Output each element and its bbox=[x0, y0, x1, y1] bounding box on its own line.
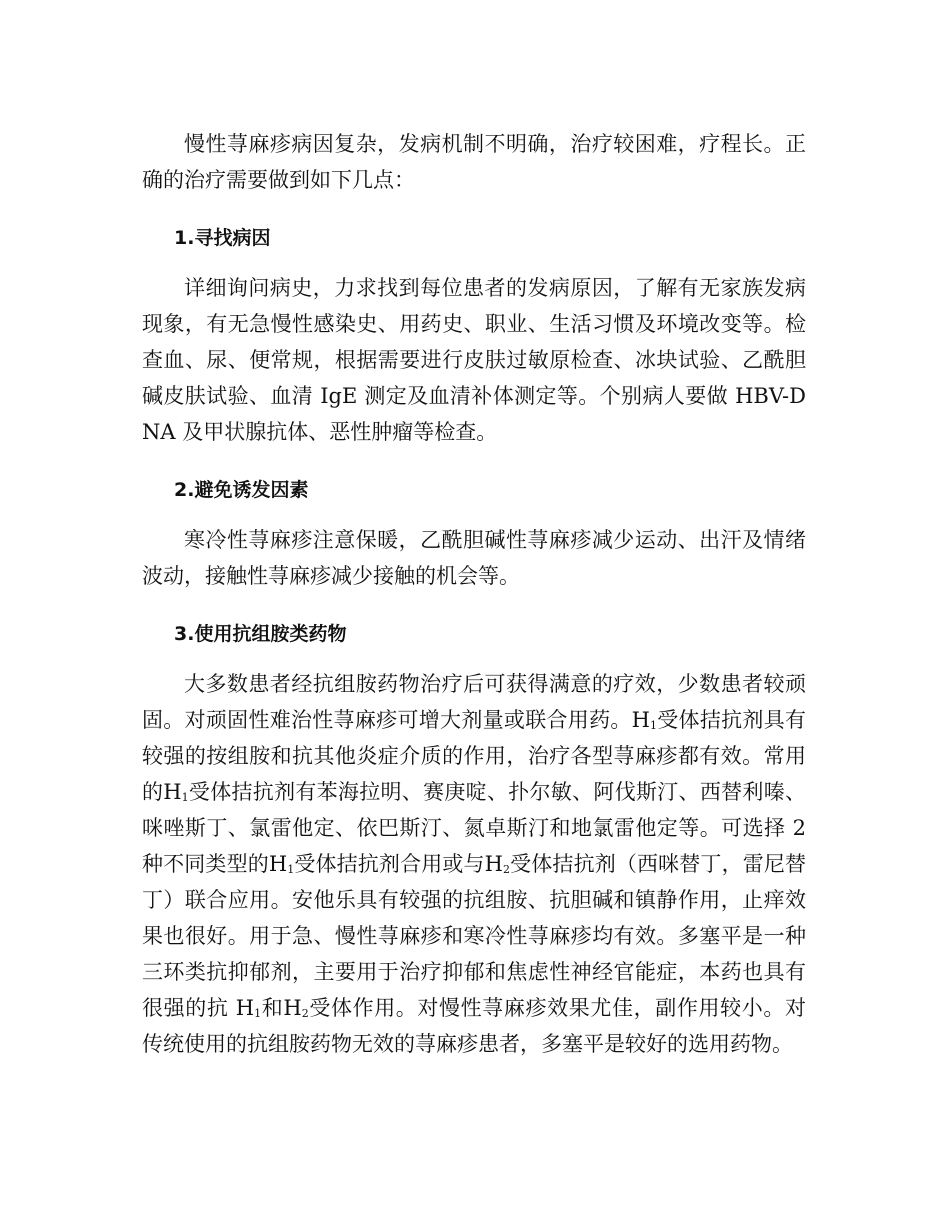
intro-paragraph: 慢性荨麻疹病因复杂，发病机制不明确，治疗较困难，疗程长。正确的治疗需要做到如下几点： bbox=[142, 132, 806, 192]
text-run: 受体拮抗剂有苯海拉明、赛庚啶、扑尔敏、阿伐斯汀、西替利嗪、咪唑斯丁、氯雷他定、依巴斯汀、氮卓斯汀和地氯雷他定等。可选择 2 种不同类型的 bbox=[142, 780, 807, 876]
document-page bbox=[142, 126, 806, 1062]
text-run: 受体拮抗剂具有较强的按组胺和抗其他炎症介质的作用，治疗各型荨麻疹都有效。常用的 bbox=[142, 708, 807, 804]
h2-symbol: $H_2$ bbox=[484, 852, 510, 876]
text-run: 受体拮抗剂（西咪替丁，雷尼替丁）联合应用。安他乐具有较强的抗组胺、抗胆碱和镇静作用，止痒效果也很好。用于急、慢性荨麻疹和寒冷性荨麻疹均有效。多塞平是一种三环类抗抑郁剂，主要用于治疗抑郁和焦虑性神经官能症，本药也具有很强的抗 bbox=[142, 852, 807, 1020]
text-run: 大多数患者经抗组胺药物治疗后可获得满意的疗效，少数患者较顽固。对顽固性难治性荨麻疹可增大剂量或联合用药。 bbox=[142, 672, 806, 732]
section-heading-1: 1.寻找病因 bbox=[174, 227, 271, 249]
section-body-2: 寒冷性荨麻疹注意保暖，乙酰胆碱性荨麻疹减少运动、出汗及情绪波动，接触性荨麻疹减少接触的机会等。 bbox=[142, 528, 806, 588]
text-run: 受体拮抗剂合用或与 bbox=[294, 852, 485, 876]
section-body-1: 详细询问病史，力求找到每位患者的发病原因，了解有无家族发病现象，有无急慢性感染史、用药史、职业、生活习惯及环境改变等。检查血、尿、便常规，根据需要进行皮肤过敏原检查、冰块试验、乙酰胆碱皮肤试验、血清 IgE 测定及血清补体测定等。个别病人要做 HBV-DNA 及甲状腺抗体、恶性肿瘤等检查。 bbox=[142, 276, 806, 444]
section-heading-2: 2.避免诱发因素 bbox=[174, 479, 309, 501]
h2-symbol: $H_2$ bbox=[283, 996, 309, 1020]
h1-symbol: $H_1$ bbox=[268, 852, 295, 876]
h1-symbol: $H_1$ bbox=[631, 708, 657, 732]
h1-symbol: $H_1$ bbox=[163, 780, 189, 804]
text-run: 受体作用。对慢性荨麻疹效果尤佳，副作用较小。对传统使用的抗组胺药物无效的荨麻疹患者，多塞平是较好的选用药物。 bbox=[142, 996, 807, 1056]
text-run: 和 bbox=[261, 996, 284, 1020]
h1-symbol: $H_1$ bbox=[235, 996, 262, 1020]
section-heading-3: 3.使用抗组胺类药物 bbox=[174, 623, 347, 645]
section-body-3 bbox=[142, 666, 806, 1062]
